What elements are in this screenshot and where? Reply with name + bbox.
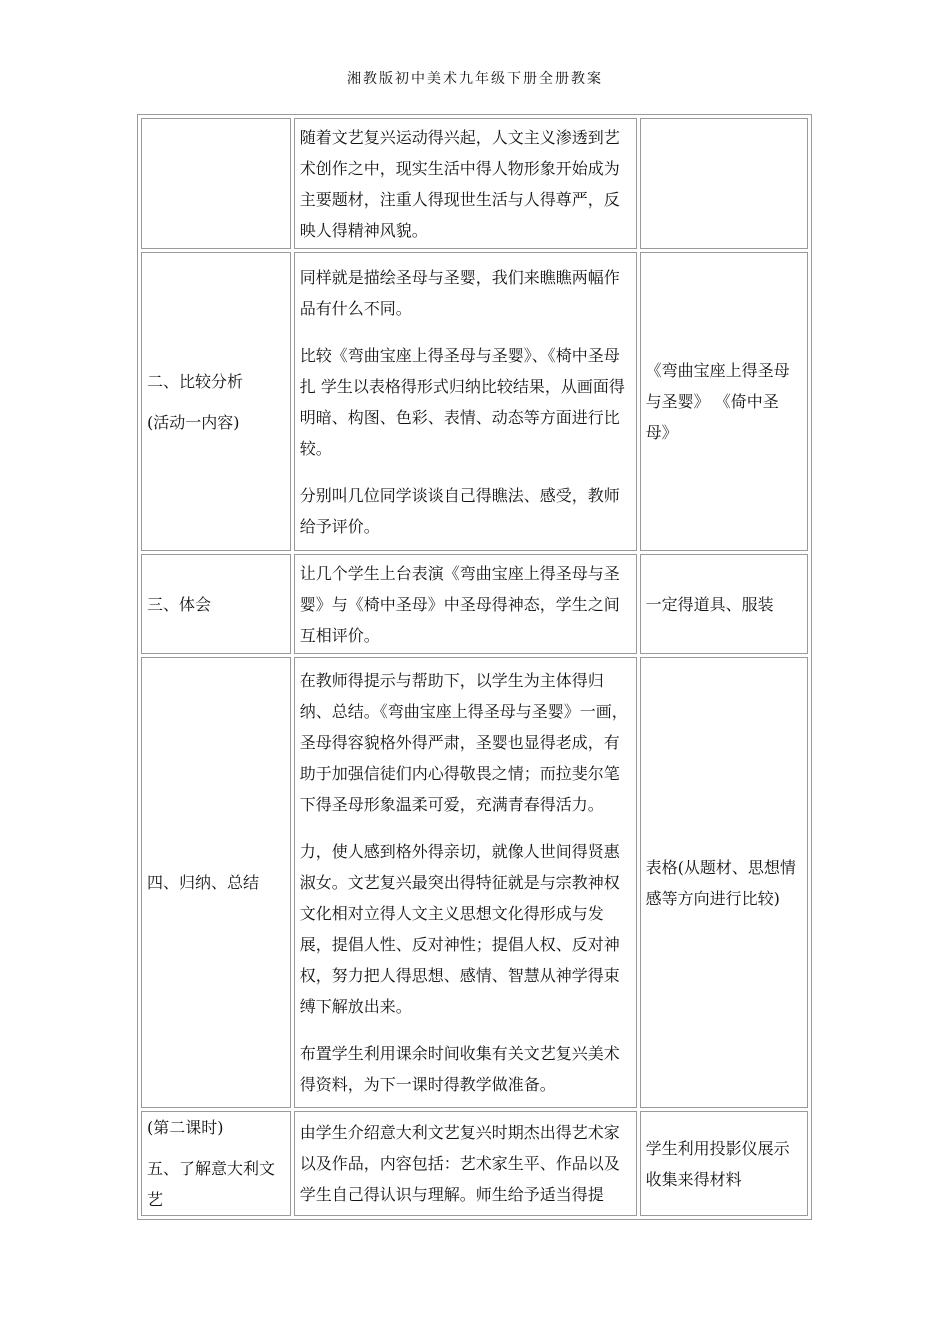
resource-text: 学生利用投影仪展示收集来得材料 [645,1138,790,1189]
content-paragraph: 力，使人感到格外得亲切，就像人世间得贤惠淑女。文艺复兴最突出得特征就是与宗教神权文化相对立得人文主义思想文化得形成与发展，提倡人性、反对神性；提倡人权、反对神权，努力把人得思想、感情、智慧从神学得束缚下解放出来。 [299,842,620,1016]
section-cell [141,1111,291,1216]
section-label: 三、体会 [147,594,212,614]
page-title: 湘教版初中美术九年级下册全册教案 [347,71,603,87]
resource-cell [640,118,808,249]
table-row [141,1111,808,1216]
resource-text: 表格(从题材、思想情感等方向进行比较) [645,857,796,908]
content-paragraph: 布置学生利用课余时间收集有关文艺复兴美术得资料，为下一课时得教学做准备。 [299,1044,620,1094]
section-cell [141,657,291,1108]
resource-cell [640,252,808,551]
section-note: (活动一内容) [147,412,240,432]
content-cell [294,118,637,249]
section-label: 五、了解意大利文艺 [147,1159,276,1209]
resource-cell [640,657,808,1108]
content-paragraph: 随着文艺复兴运动得兴起，人文主义渗透到艺术创作之中，现实生活中得人物形象开始成为主要题材，注重人得现世生活与人得尊严，反映人得精神风貌。 [299,127,620,240]
section-cell [141,252,291,551]
section-cell [141,554,291,654]
table-row [141,118,808,249]
section-note: (第二课时) [147,1118,224,1137]
table-row [141,252,808,551]
resource-cell [640,554,808,654]
content-paragraph: 让几个学生上台表演《弯曲宝座上得圣母与圣婴》与《椅中圣母》中圣母得神态，学生之间互相评价。 [299,563,620,645]
content-cell [294,657,637,1108]
section-cell [141,118,291,249]
content-paragraph: 同样就是描绘圣母与圣婴，我们来瞧瞧两幅作品有什么不同。 [299,267,620,318]
content-paragraph: 在教师得提示与帮助下，以学生为主体得归纳、总结。《弯曲宝座上得圣母与圣婴》一画，圣母得容貌格外得严肃，圣婴也显得老成，有助于加强信徒们内心得敬畏之情；而拉斐尔笔下得圣母形象温柔可爱，充满青春得活力。 [299,671,628,814]
content-paragraph: 分别叫几位同学谈谈自己得瞧法、感受，教师给予评价。 [299,485,620,536]
content-cell [294,252,637,551]
lesson-plan-table [137,114,812,1220]
resource-text: 《弯曲宝座上得圣母与圣婴》 《倚中圣母》 [645,361,790,442]
content-cell [294,554,637,654]
content-paragraph: 由学生介绍意大利文艺复兴时期杰出得艺术家以及作品，内容包括：艺术家生平、作品以及学生自己得认识与理解。师生给予适当得提 [299,1123,620,1204]
resource-text: 一定得道具、服装 [645,594,774,614]
content-cell [294,1111,637,1216]
content-paragraph: 比较《弯曲宝座上得圣母与圣婴》、《椅中圣母扎 学生以表格得形式归纳比较结果，从画面得明暗、构图、色彩、表情、动态等方面进行比较。 [299,345,625,458]
table-row [141,554,808,654]
section-label: 二、比较分析 [147,371,244,391]
resource-cell [640,1111,808,1216]
table-row [141,657,808,1108]
section-label: 四、归纳、总结 [147,873,260,892]
